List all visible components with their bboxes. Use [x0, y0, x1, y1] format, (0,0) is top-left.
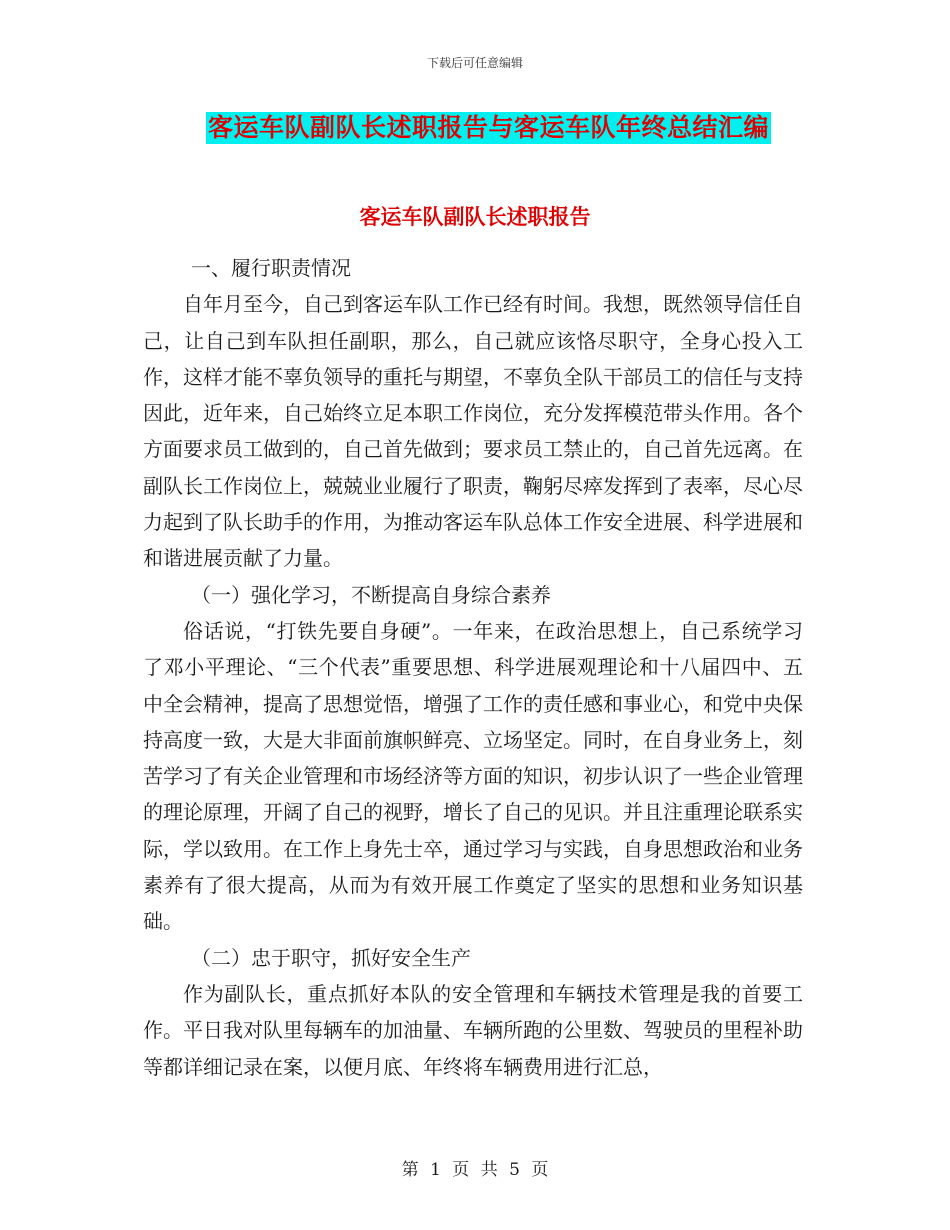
paragraph-2: 俗话说，“打铁先要自身硬”。一年来，在政治思想上，自己系统学习了邓小平理论、“三个代表”重要思想、科学进展观理论和十八届四中、五中全会精神，提高了思想觉悟，增强了工作的责任感和事业心，和党中央保持高度一致，大是大非面前旗帜鲜亮、立场坚定。同时，在自身业务上，刻苦学习了有关企业管理和市场经济等方面的知识，初步认识了一些企业管理的理论原理，开阔了自己的视野，增长了自己的见识。并且注重理论联系实际，学以致用。在工作上身先士卒，通过学习与实践，自身思想政治和业务素养有了很大提高，从而为有效开展工作奠定了坚实的思想和业务知识基础。: [143, 618, 803, 934]
section-title: 客运车队副队长述职报告: [359, 204, 591, 229]
document-main-title: 客运车队副队长述职报告与客运车队年终总结汇编: [208, 113, 770, 142]
page-footer: 第 1 页 共 5 页: [401, 1160, 549, 1180]
section-heading-1: 一、履行职责情况: [191, 256, 351, 280]
document-body: [143, 250, 803, 1085]
paragraph-1: 自年月至今，自己到客运车队工作已经有时间。我想，既然领导信任自己，让自己到车队担任副职，那么，自己就应该恪尽职守，全身心投入工作，这样才能不辜负领导的重托与期望，不辜负全队干部员工的信任与支持因此，近年来，自己始终立足本职工作岗位，充分发挥模范带头作用。各个方面要求员工做到的，自己首先做到；要求员工禁止的，自己首先远离。在副队长工作岗位上，兢兢业业履行了职责，鞠躬尽瘁发挥到了表率，尽心尽力起到了队长助手的作用，为推动客运车队总体工作安全进展、科学进展和和谐进展贡献了力量。: [143, 292, 803, 571]
subsection-heading-2: （二）忠于职守，抓好安全生产: [191, 945, 471, 970]
subsection-heading-1: （一）强化学习，不断提高自身综合素养: [191, 582, 551, 607]
paragraph-3: 作为副队长，重点抓好本队的安全管理和车辆技术管理是我的首要工作。平日我对队里每辆车的加油量、车辆所跑的公里数、驾驶员的里程补助等都详细记录在案，以便月底、年终将车辆费用进行汇总，: [143, 981, 803, 1079]
header-note: 下载后可任意编辑: [426, 56, 523, 70]
